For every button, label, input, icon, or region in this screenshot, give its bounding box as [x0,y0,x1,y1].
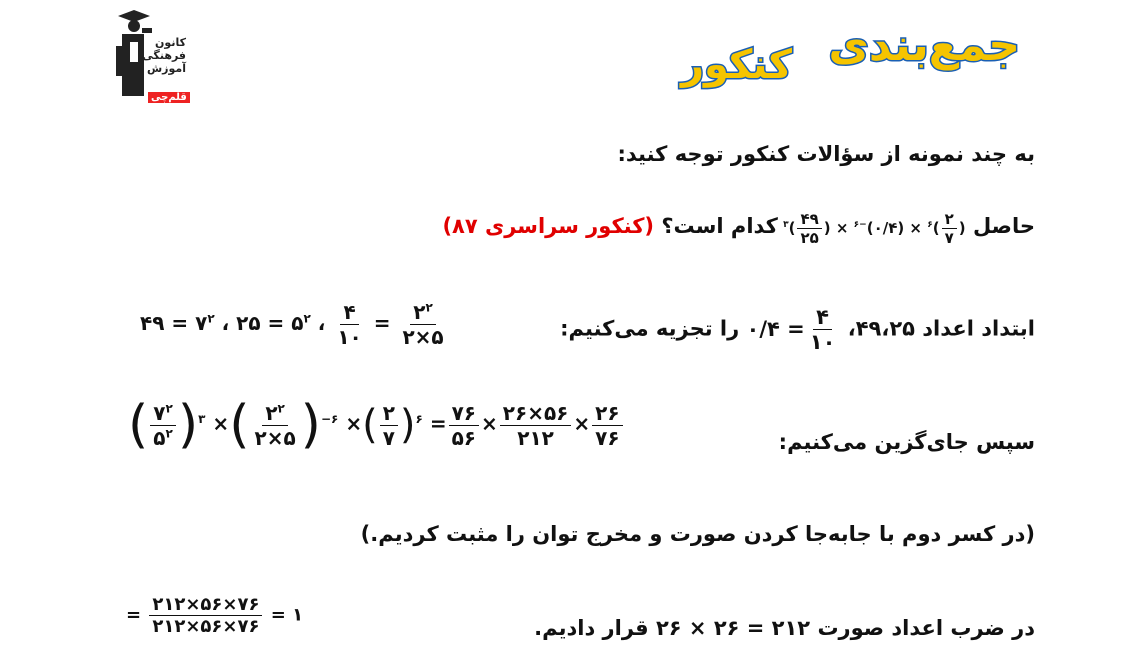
eq-25-sup: ۲ [303,311,311,326]
s-b-num: ۲ [265,400,278,425]
f4-eq: = ۰/۴ [746,316,805,341]
factor-prefix: ابتداد اعداد [922,316,1035,341]
eq-frac2-num: ۲ [413,300,426,324]
brand-word-1: جمع‌بندی [828,20,1020,71]
q-frac2-den: ۲۵ [800,229,819,247]
factor-line [560,305,1035,354]
factor-numbers: ۴۹،۲۵، [847,316,915,341]
final-result: = $\frac{۲۱۲\times ۵۶\times ۷۶}{۲۱۲\times ۵۶\times ۷۶}$ = ۱ [126,594,304,637]
multiply-line [534,616,1035,640]
question-suffix: کدام است؟ [661,214,778,238]
q-mid: × (۰/۴) [866,219,923,237]
s-r2-den: ۲۱۲ [517,425,554,450]
s-a-den-sup: ۲ [165,425,173,440]
kanoon-logo [112,6,187,106]
eq-49-sup: ۲ [207,311,215,326]
note-text: (در کسر دوم با جابه‌جا کردن صورت و مخرج توان را مثبت کردیم.) [360,522,1035,546]
multiply-expr: ۲۱۲ = ۲۶ × ۲۶ [655,616,811,640]
s-r2-num: ۲۶×۵۶ [500,401,572,426]
q-frac1-num: ۲ [942,210,957,229]
multiply-suffix: قرار دادیم. [534,616,649,640]
s-r3-den: ۷۶ [595,425,620,450]
s-r3-num: ۲۶ [592,401,622,426]
s-b-num-sup: ۲ [277,400,285,415]
brand-title [675,20,1020,100]
substitute-expression: ( $\frac{۷^۲}{۵^۲}$ )$^۳$ ×( $\frac{۲^۲}{۲\times ۵}$ )$^{-۶}$ ×( $\frac{۲}{۷}$ )$^۶$ = $\frac{۷۶}{۵۶}$ × $\frac{۲۶\times ۵۶}{۲۱۲}$ × $\frac{۲۶}{۷۶}$ [128,395,625,455]
s-a-num-sup: ۲ [165,400,173,415]
factor-results: ۴۹ = $۷^۲$ ، ۲۵ = $۵^۲$ ، $\frac{۴}{۱۰}$ = $\frac{۲^۲}{۲\times ۵}$ [140,300,449,349]
substitute-text: سپس جای‌گزین می‌کنیم: [778,430,1035,454]
final-eq: = ۱ [270,604,304,626]
q-exp2: −۶ [853,220,867,230]
factor-suffix: را تجزیه می‌کنیم: [560,316,740,341]
final-den: ۲۱۲×۵۶×۷۶ [152,616,260,637]
final-num: ۲۱۲×۵۶×۷۶ [149,594,262,616]
q-exp1: ۶ [927,220,933,230]
s-c-den: ۷ [382,425,395,450]
eq-frac-num: ۴ [340,300,358,325]
logo-text: کانون فرهنگی آموزش [142,36,186,75]
eq-25: ، ۲۵ = ۵ [221,311,304,335]
question-prefix: حاصل [972,214,1035,238]
q-frac2-num: ۴۹ [797,210,821,229]
f4-den: ۱۰ [809,330,836,354]
s-r1-den: ۵۶ [451,425,477,450]
factor-fraction [746,305,841,354]
brand-word-2: کنکور [681,42,792,88]
s-a-num: ۷ [153,400,166,425]
f4-num: ۴ [813,305,832,330]
s-a-den: ۵ [153,425,166,450]
q-exp3: ۳ [783,220,789,230]
eq-49: ۴۹ = ۷ [140,311,208,335]
q-frac1-den: ۷ [944,229,954,247]
question-source: (کنکور سراسری ۸۷) [442,214,655,238]
eq-frac2-den: ۲×۵ [402,325,444,349]
multiply-prefix: در ضرب اعداد صورت [817,616,1035,640]
intro-text: به چند نمونه از سؤالات کنکور توجه کنید: [617,142,1035,166]
logo-badge: قلم‌چی [148,92,190,103]
question-expression: ( $\frac{۲}{۷}$ )$^۶$ × (۰/۴)$^{-۶}$ × ( $\frac{۴۹}{۲۵}$ )$^۳$ [783,210,966,247]
question-line [442,210,1035,247]
s-c-exp: ۶ [415,411,423,426]
eq-frac2-num-sup: ۲ [425,300,433,315]
s-a-exp: ۳ [198,411,206,426]
s-b-den: ۲×۵ [254,425,296,450]
eq-frac-den: ۱۰ [337,325,362,349]
s-c-num: ۲ [380,401,398,426]
s-b-exp: −۶ [320,411,339,426]
s-r1-num: ۷۶ [449,401,479,426]
